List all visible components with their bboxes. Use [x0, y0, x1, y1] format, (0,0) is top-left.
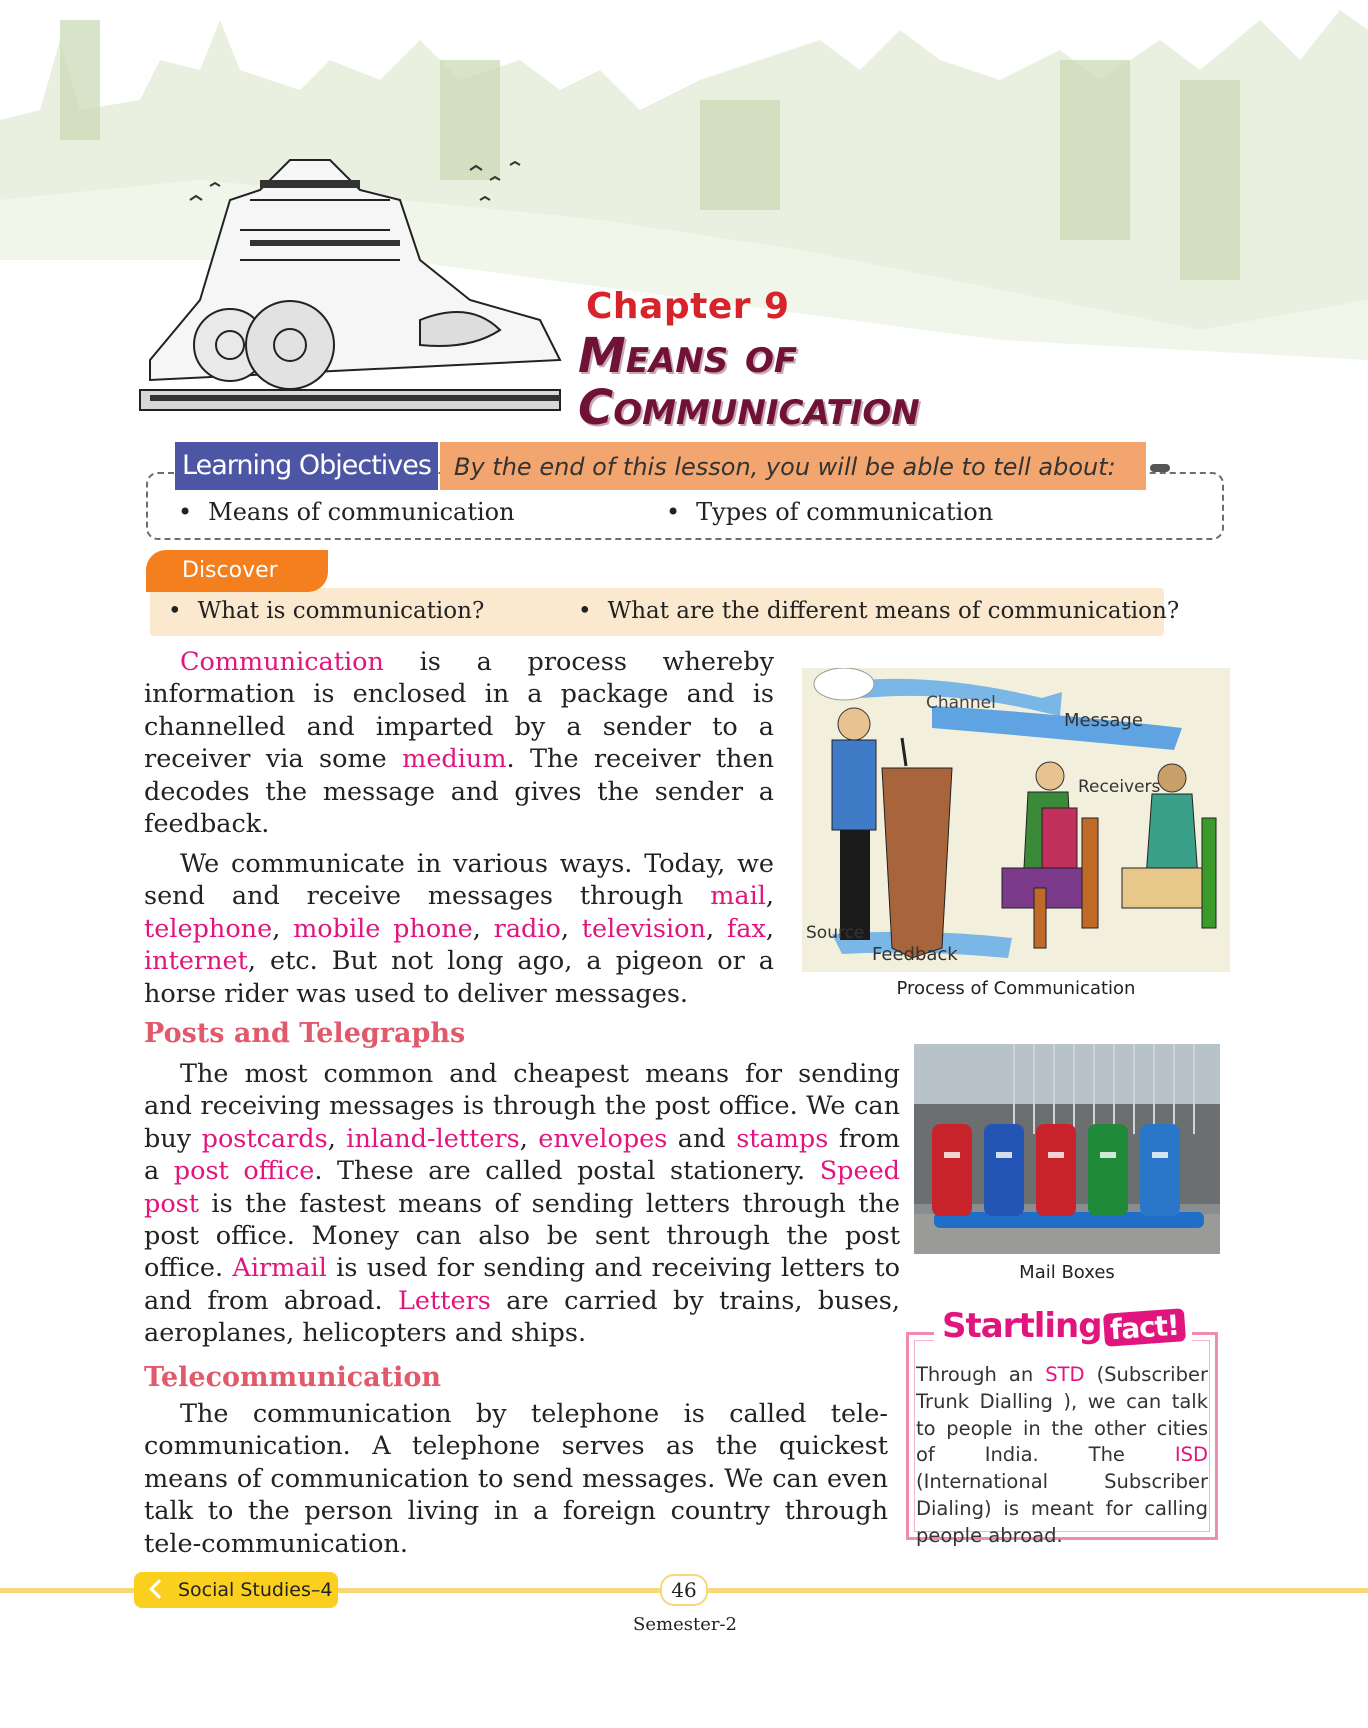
posts-paragraph: The most common and cheapest means for sending and receiving messages is through the post office. We can buy postcards, inland-letters, envelopes and stamps from a post office. These are called postal stationery. Speed post is the fastest means of sending letters through the post office. Money can also be sent through the post office. Airmail is used for sending and receiving letters to and from abroad. Letters are carried by trains, buses, aeroplanes, helicopters and ships.: [144, 1059, 900, 1349]
discover-item: • What is communication?: [168, 598, 485, 624]
key-term: inland-letters: [346, 1123, 520, 1154]
fact-tag: fact!: [1103, 1308, 1186, 1347]
learning-objectives-heading: Learning Objectives: [175, 442, 438, 490]
key-term: telephone: [144, 913, 273, 944]
semester-label: Semester-2: [633, 1614, 737, 1635]
key-term: stamps: [736, 1123, 829, 1154]
page-number: 46: [660, 1574, 708, 1606]
key-term: mobile phone: [293, 913, 473, 944]
key-term: television: [581, 913, 706, 944]
intro-paragraph-2: We communicate in various ways. Today, we send and receive messages through mail, telephone, mobile phone, radio, television, fax, internet, etc. But not long ago, a pigeon or a horse rider was used to deliver messages.: [144, 849, 774, 1009]
startling-fact-text: Through an STD (Subscriber Trunk Dialling ), we can talk to people in the other cities of India. The ISD (International Subscriber Dialing) is meant for calling people abroad.: [916, 1363, 1208, 1547]
key-term: internet: [144, 946, 248, 977]
discover-label: Discover: [146, 550, 328, 592]
telecom-heading: Telecommunication: [144, 1362, 442, 1393]
footer-book-title: Social Studies–4: [134, 1572, 338, 1608]
key-term: STD: [1045, 1363, 1085, 1386]
intro-paragraph-1: Communication is a process whereby information is enclosed in a package and is channelled and imparted by a sender to a receiver via some medium. The receiver then decodes the message and gives the sender a feedback.: [144, 647, 774, 840]
chapter-title-line2: Communication: [578, 380, 920, 436]
label-feedback: Feedback: [872, 944, 958, 965]
key-term: Communication: [180, 647, 384, 677]
key-term: mail: [710, 881, 766, 912]
key-term: Speed post: [144, 1156, 900, 1219]
startling-fact-title: Startling fact!: [934, 1306, 1192, 1356]
key-term: envelopes: [538, 1123, 668, 1154]
figure2-caption: Mail Boxes: [1019, 1262, 1115, 1283]
objective-item: • Types of communication: [666, 498, 994, 526]
chapter-title: [578, 330, 920, 434]
telecom-paragraph: The communication by telephone is called tele-communication. A telephone serves as the quickest means of communication to send messages. We can even talk to the person living in a foreign country through tele-communication.: [144, 1399, 888, 1559]
communication-process-figure: [802, 668, 1230, 972]
key-term: postcards: [201, 1123, 328, 1154]
key-term: fax: [726, 913, 766, 944]
key-term: ISD: [1174, 1443, 1208, 1467]
key-term: Airmail: [232, 1253, 327, 1284]
objective-item: • Means of communication: [178, 498, 515, 526]
label-source: Source: [806, 923, 865, 943]
discover-item: • What are the different means of communication?: [578, 598, 1180, 624]
learning-objectives-subheading: By the end of this lesson, you will be able to tell about:: [440, 442, 1146, 490]
chapter-number: Chapter 9: [586, 286, 790, 327]
label-message: Message: [1064, 710, 1143, 731]
figure1-caption: Process of Communication: [896, 978, 1136, 999]
key-term: post office: [173, 1156, 315, 1187]
posts-heading: Posts and Telegraphs: [144, 1018, 466, 1049]
chapter-title-line1: Means of: [578, 328, 798, 384]
label-receivers: Receivers: [1078, 777, 1161, 797]
key-term: radio: [493, 913, 561, 944]
key-term: Letters: [397, 1285, 491, 1316]
key-term: medium: [402, 744, 507, 775]
pin-icon: [1150, 464, 1170, 472]
mail-boxes-photo: [914, 1044, 1220, 1254]
label-channel: Channel: [926, 693, 996, 713]
